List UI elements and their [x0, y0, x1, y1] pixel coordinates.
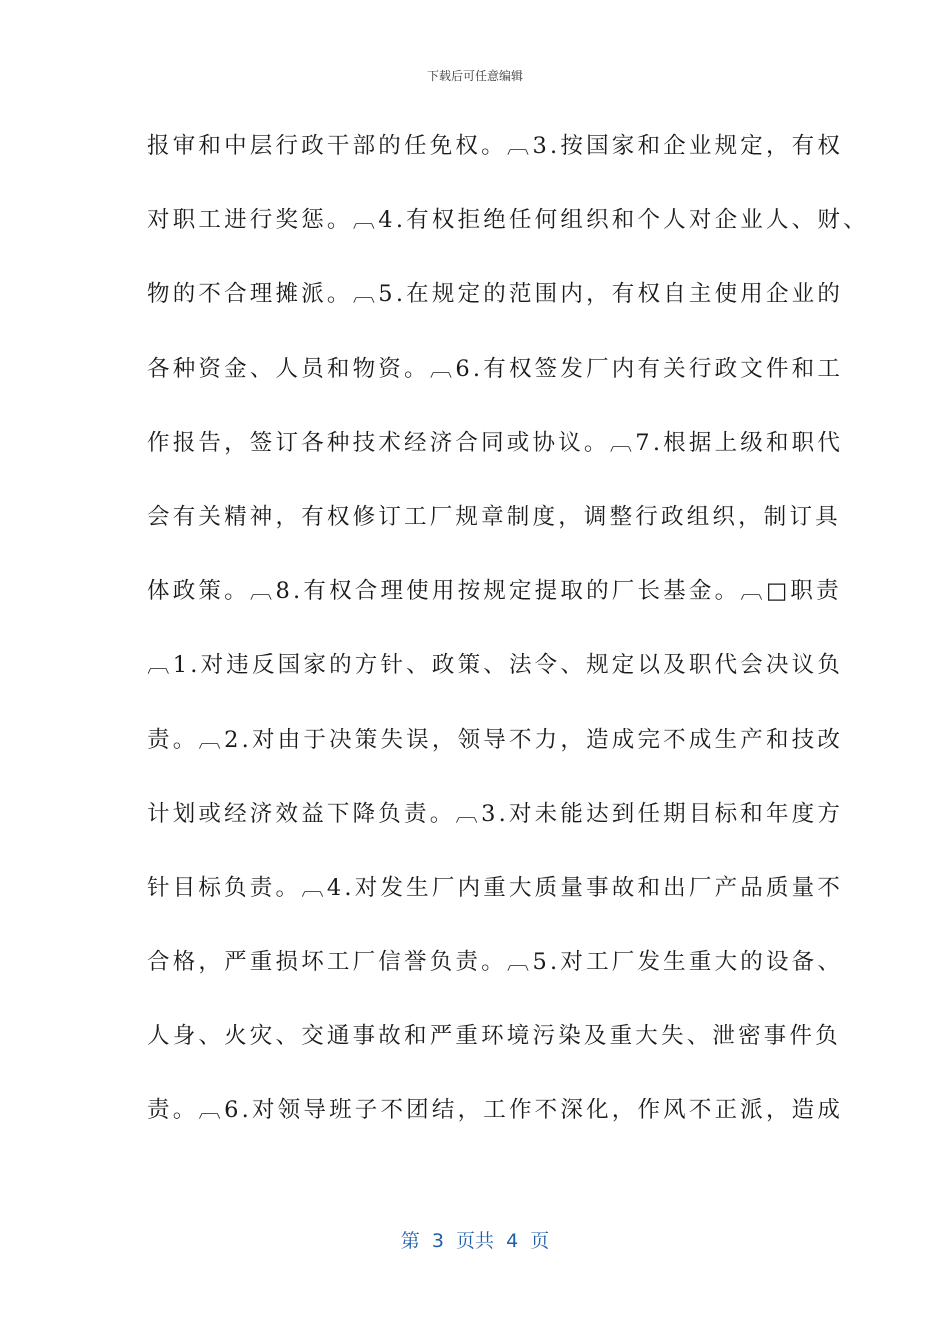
text-line: 责。︹6.对领导班子不团结，工作不深化，作风不正派，造成: [147, 1097, 844, 1124]
text-line: 作报告，签订各种技术经济合同或协议。︹7.根据上级和职代: [147, 429, 844, 456]
text-line: 人身、火灾、交通事故和严重环境污染及重大失、泄密事件负: [147, 1023, 841, 1050]
document-body: [147, 122, 907, 1161]
page-number: 第 3 页共 4 页: [400, 1230, 550, 1252]
text-line: 责。︹2.对由于决策失误，领导不力，造成完不成生产和技改: [147, 726, 844, 753]
text-line: 对职工进行奖惩。︹4.有权拒绝任何组织和个人对企业人、财、: [147, 207, 869, 234]
text-line: 会有关精神，有权修订工厂规章制度，调整行政组织，制订具: [147, 503, 841, 530]
text-line: 报审和中层行政干部的任免权。︹3.按国家和企业规定，有权: [147, 133, 844, 159]
text-line: 物的不合理摊派。︹5.在规定的范围内，有权自主使用企业的: [147, 281, 844, 308]
header-note: 下载后可任意编辑: [426, 69, 523, 83]
text-line: 合格，严重损坏工厂信誉负责。︹5.对工厂发生重大的设备、: [147, 949, 844, 976]
text-line: 体政策。︹8.有权合理使用按规定提取的厂长基金。︹□职责: [147, 578, 842, 605]
text-line: 针目标负责。︹4.对发生厂内重大质量事故和出厂产品质量不: [147, 874, 844, 901]
text-line: 计划或经济效益下降负责。︹3.对未能达到任期目标和年度方: [147, 800, 844, 827]
text-line: 各种资金、人员和物资。︹6.有权签发厂内有关行政文件和工: [147, 355, 844, 382]
text-line: ︹1.对违反国家的方针、政策、法令、规定以及职代会决议负: [147, 652, 844, 679]
